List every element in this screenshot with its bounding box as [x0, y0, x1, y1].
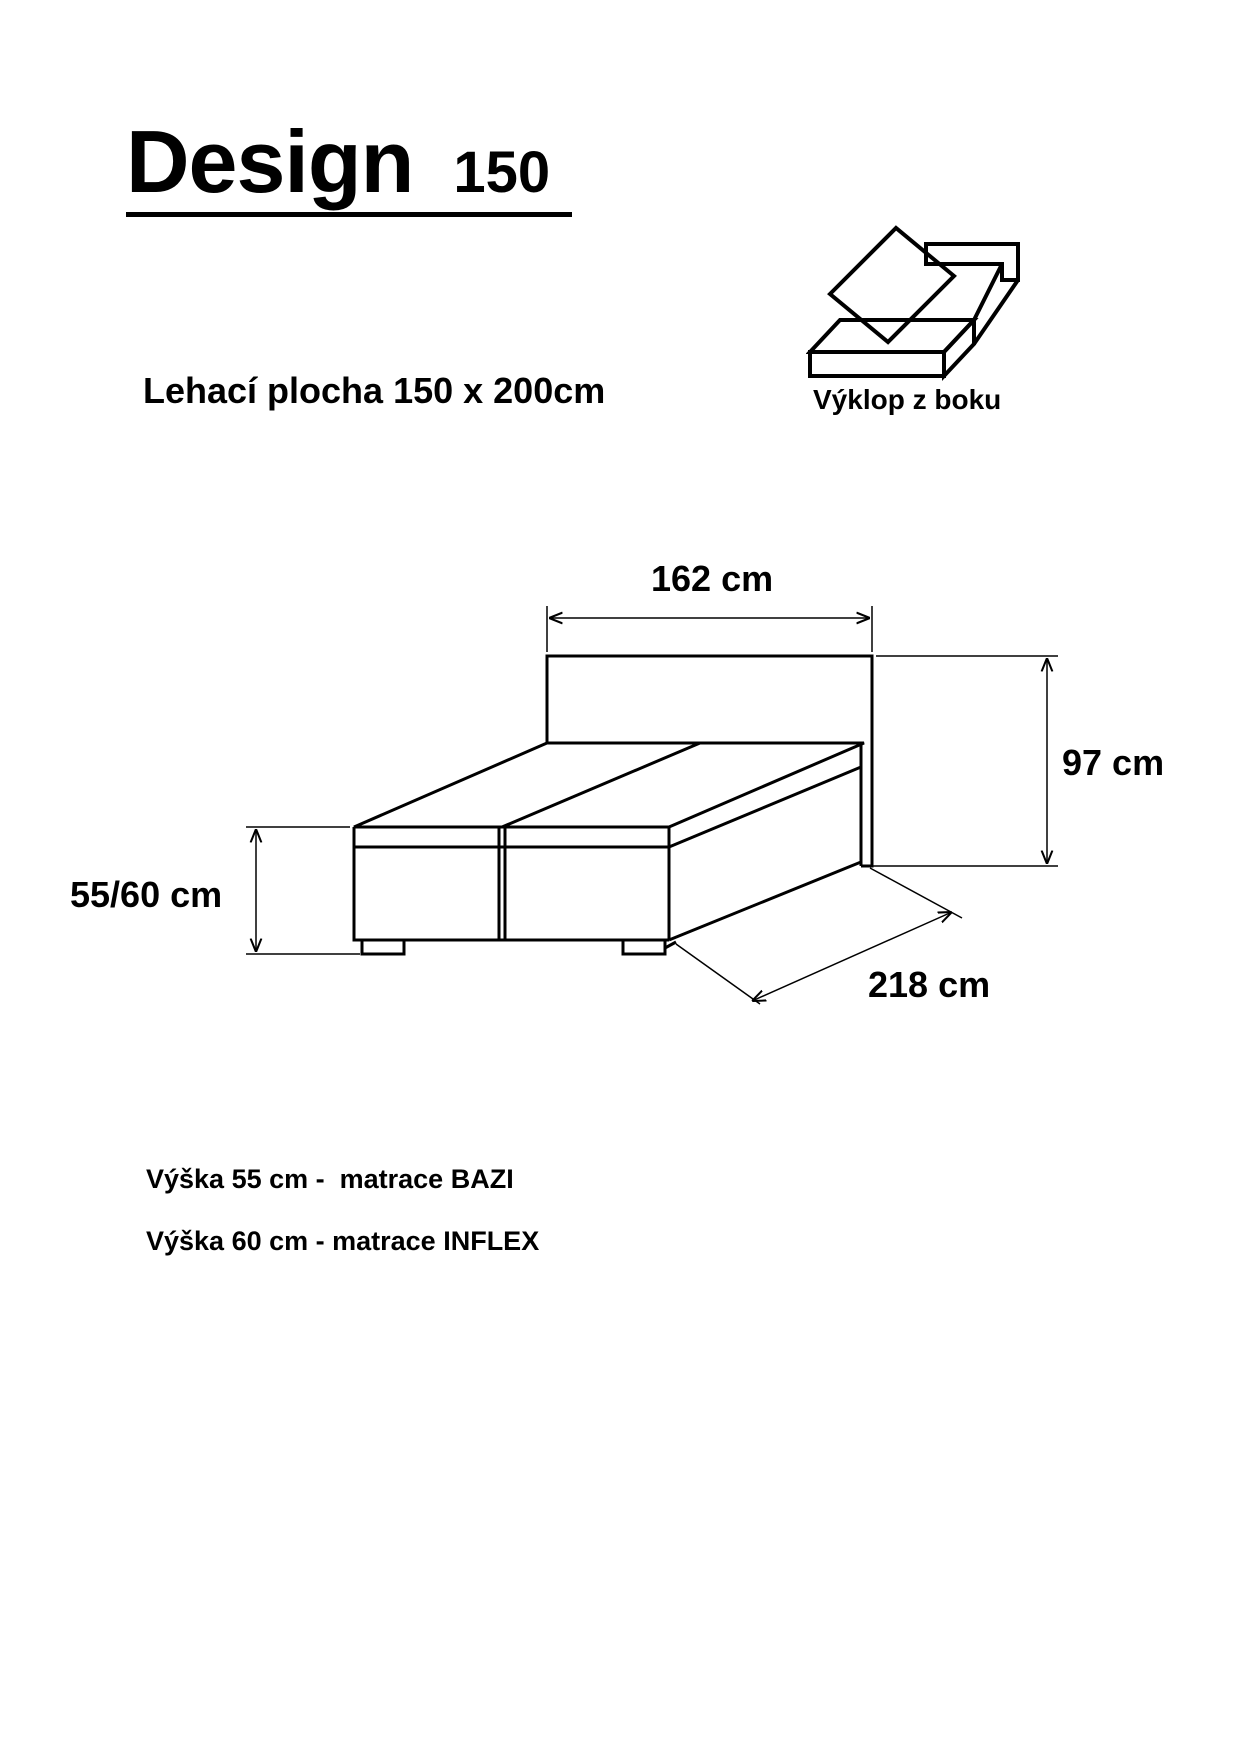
- length-label: 218 cm: [868, 964, 991, 1005]
- title-underline: [126, 212, 572, 217]
- bed-height-label: 55/60 cm: [70, 874, 223, 915]
- note-height-60: Výška 60 cm - matrace INFLEX: [146, 1226, 540, 1256]
- sleeping-surface-label: Lehací plocha 150 x 200cm: [143, 370, 606, 411]
- model-size: 150: [453, 140, 551, 205]
- width-label: 162 cm: [651, 558, 774, 599]
- bed-dimension-drawing: [0, 540, 1240, 1040]
- side-lift-bed-icon: [806, 224, 1026, 384]
- model-name: Design: [126, 112, 414, 211]
- headboard-height-label: 97 cm: [1062, 742, 1165, 783]
- page-title: [126, 112, 551, 211]
- note-height-55: Výška 55 cm - matrace BAZI: [146, 1164, 514, 1194]
- opening-type-caption: Výklop z boku: [813, 384, 1002, 415]
